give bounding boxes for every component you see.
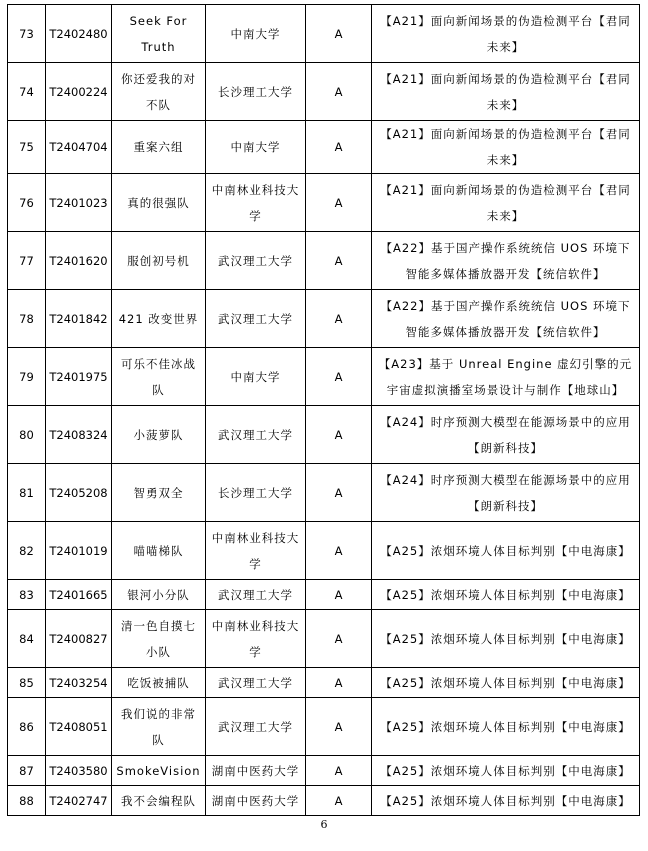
team-id-cell: T2400827 bbox=[46, 610, 112, 668]
team-name-cell: 真的很强队 bbox=[112, 174, 206, 232]
topic-cell: 【A25】浓烟环境人体目标判别【中电海康】 bbox=[372, 756, 640, 786]
row-index-cell: 73 bbox=[8, 5, 46, 63]
school-cell: 中南大学 bbox=[206, 121, 306, 174]
row-index-cell: 88 bbox=[8, 786, 46, 816]
table-row bbox=[8, 756, 640, 786]
topic-cell: 【A23】基于 Unreal Engine 虚幻引擎的元宇宙虚拟演播室场景设计与制作【地球山】 bbox=[372, 348, 640, 406]
row-index-cell: 87 bbox=[8, 756, 46, 786]
team-id-cell: T2404704 bbox=[46, 121, 112, 174]
school-cell: 湖南中医药大学 bbox=[206, 756, 306, 786]
team-name-cell: 银河小分队 bbox=[112, 580, 206, 610]
table-row bbox=[8, 348, 640, 406]
table-row bbox=[8, 610, 640, 668]
topic-cell: 【A25】浓烟环境人体目标判别【中电海康】 bbox=[372, 698, 640, 756]
topic-cell: 【A21】面向新闻场景的伪造检测平台【君同未来】 bbox=[372, 174, 640, 232]
team-name-cell: 服创初号机 bbox=[112, 232, 206, 290]
row-index-cell: 74 bbox=[8, 63, 46, 121]
row-index-cell: 79 bbox=[8, 348, 46, 406]
team-name-cell: 可乐不佳冰战队 bbox=[112, 348, 206, 406]
grade-cell: A bbox=[306, 174, 372, 232]
team-name-cell: 重案六组 bbox=[112, 121, 206, 174]
grade-cell: A bbox=[306, 610, 372, 668]
team-id-cell: T2401842 bbox=[46, 290, 112, 348]
school-cell: 长沙理工大学 bbox=[206, 63, 306, 121]
team-name-cell: 吃饭被捕队 bbox=[112, 668, 206, 698]
team-id-cell: T2400224 bbox=[46, 63, 112, 121]
team-id-cell: T2403580 bbox=[46, 756, 112, 786]
results-table bbox=[7, 4, 640, 816]
row-index-cell: 77 bbox=[8, 232, 46, 290]
table-row bbox=[8, 464, 640, 522]
row-index-cell: 78 bbox=[8, 290, 46, 348]
results-table-body bbox=[8, 5, 640, 816]
table-row bbox=[8, 698, 640, 756]
school-cell: 湖南中医药大学 bbox=[206, 786, 306, 816]
table-row bbox=[8, 290, 640, 348]
topic-cell: 【A25】浓烟环境人体目标判别【中电海康】 bbox=[372, 668, 640, 698]
team-name-cell: SmokeVision bbox=[112, 756, 206, 786]
school-cell: 中南林业科技大学 bbox=[206, 174, 306, 232]
team-name-cell: 我们说的非常队 bbox=[112, 698, 206, 756]
table-row bbox=[8, 5, 640, 63]
school-cell: 中南大学 bbox=[206, 5, 306, 63]
team-name-cell: 喵喵梯队 bbox=[112, 522, 206, 580]
topic-cell: 【A21】面向新闻场景的伪造检测平台【君同未来】 bbox=[372, 5, 640, 63]
grade-cell: A bbox=[306, 698, 372, 756]
row-index-cell: 81 bbox=[8, 464, 46, 522]
team-name-cell: 我不会编程队 bbox=[112, 786, 206, 816]
topic-cell: 【A21】面向新闻场景的伪造检测平台【君同未来】 bbox=[372, 63, 640, 121]
team-id-cell: T2403254 bbox=[46, 668, 112, 698]
team-id-cell: T2401023 bbox=[46, 174, 112, 232]
grade-cell: A bbox=[306, 406, 372, 464]
grade-cell: A bbox=[306, 668, 372, 698]
row-index-cell: 80 bbox=[8, 406, 46, 464]
school-cell: 中南大学 bbox=[206, 348, 306, 406]
topic-cell: 【A24】时序预测大模型在能源场景中的应用【朗新科技】 bbox=[372, 406, 640, 464]
table-row bbox=[8, 668, 640, 698]
school-cell: 中南林业科技大学 bbox=[206, 522, 306, 580]
table-row bbox=[8, 522, 640, 580]
team-id-cell: T2401019 bbox=[46, 522, 112, 580]
page-number: 6 bbox=[320, 818, 328, 831]
team-id-cell: T2402480 bbox=[46, 5, 112, 63]
topic-cell: 【A24】时序预测大模型在能源场景中的应用【朗新科技】 bbox=[372, 464, 640, 522]
school-cell: 武汉理工大学 bbox=[206, 406, 306, 464]
grade-cell: A bbox=[306, 290, 372, 348]
school-cell: 武汉理工大学 bbox=[206, 232, 306, 290]
table-row bbox=[8, 786, 640, 816]
grade-cell: A bbox=[306, 786, 372, 816]
grade-cell: A bbox=[306, 63, 372, 121]
team-id-cell: T2401620 bbox=[46, 232, 112, 290]
topic-cell: 【A22】基于国产操作系统统信 UOS 环境下智能多媒体播放器开发【统信软件】 bbox=[372, 290, 640, 348]
school-cell: 长沙理工大学 bbox=[206, 464, 306, 522]
table-row bbox=[8, 232, 640, 290]
school-cell: 中南林业科技大学 bbox=[206, 610, 306, 668]
table-row bbox=[8, 406, 640, 464]
team-name-cell: Seek For Truth bbox=[112, 5, 206, 63]
team-name-cell: 清一色自摸七小队 bbox=[112, 610, 206, 668]
grade-cell: A bbox=[306, 522, 372, 580]
team-id-cell: T2401665 bbox=[46, 580, 112, 610]
topic-cell: 【A25】浓烟环境人体目标判别【中电海康】 bbox=[372, 522, 640, 580]
row-index-cell: 82 bbox=[8, 522, 46, 580]
grade-cell: A bbox=[306, 348, 372, 406]
team-id-cell: T2401975 bbox=[46, 348, 112, 406]
team-id-cell: T2408051 bbox=[46, 698, 112, 756]
grade-cell: A bbox=[306, 464, 372, 522]
topic-cell: 【A25】浓烟环境人体目标判别【中电海康】 bbox=[372, 610, 640, 668]
team-id-cell: T2402747 bbox=[46, 786, 112, 816]
table-row bbox=[8, 174, 640, 232]
school-cell: 武汉理工大学 bbox=[206, 290, 306, 348]
grade-cell: A bbox=[306, 121, 372, 174]
school-cell: 武汉理工大学 bbox=[206, 668, 306, 698]
team-name-cell: 你还爱我的对不队 bbox=[112, 63, 206, 121]
team-name-cell: 421 改变世界 bbox=[112, 290, 206, 348]
row-index-cell: 75 bbox=[8, 121, 46, 174]
topic-cell: 【A25】浓烟环境人体目标判别【中电海康】 bbox=[372, 786, 640, 816]
topic-cell: 【A22】基于国产操作系统统信 UOS 环境下智能多媒体播放器开发【统信软件】 bbox=[372, 232, 640, 290]
row-index-cell: 85 bbox=[8, 668, 46, 698]
grade-cell: A bbox=[306, 232, 372, 290]
school-cell: 武汉理工大学 bbox=[206, 580, 306, 610]
team-id-cell: T2405208 bbox=[46, 464, 112, 522]
table-row bbox=[8, 63, 640, 121]
topic-cell: 【A21】面向新闻场景的伪造检测平台【君同未来】 bbox=[372, 121, 640, 174]
team-name-cell: 智勇双全 bbox=[112, 464, 206, 522]
team-id-cell: T2408324 bbox=[46, 406, 112, 464]
grade-cell: A bbox=[306, 580, 372, 610]
row-index-cell: 84 bbox=[8, 610, 46, 668]
topic-cell: 【A25】浓烟环境人体目标判别【中电海康】 bbox=[372, 580, 640, 610]
row-index-cell: 86 bbox=[8, 698, 46, 756]
school-cell: 武汉理工大学 bbox=[206, 698, 306, 756]
table-row bbox=[8, 580, 640, 610]
grade-cell: A bbox=[306, 5, 372, 63]
table-row bbox=[8, 121, 640, 174]
team-name-cell: 小菠萝队 bbox=[112, 406, 206, 464]
row-index-cell: 83 bbox=[8, 580, 46, 610]
grade-cell: A bbox=[306, 756, 372, 786]
row-index-cell: 76 bbox=[8, 174, 46, 232]
